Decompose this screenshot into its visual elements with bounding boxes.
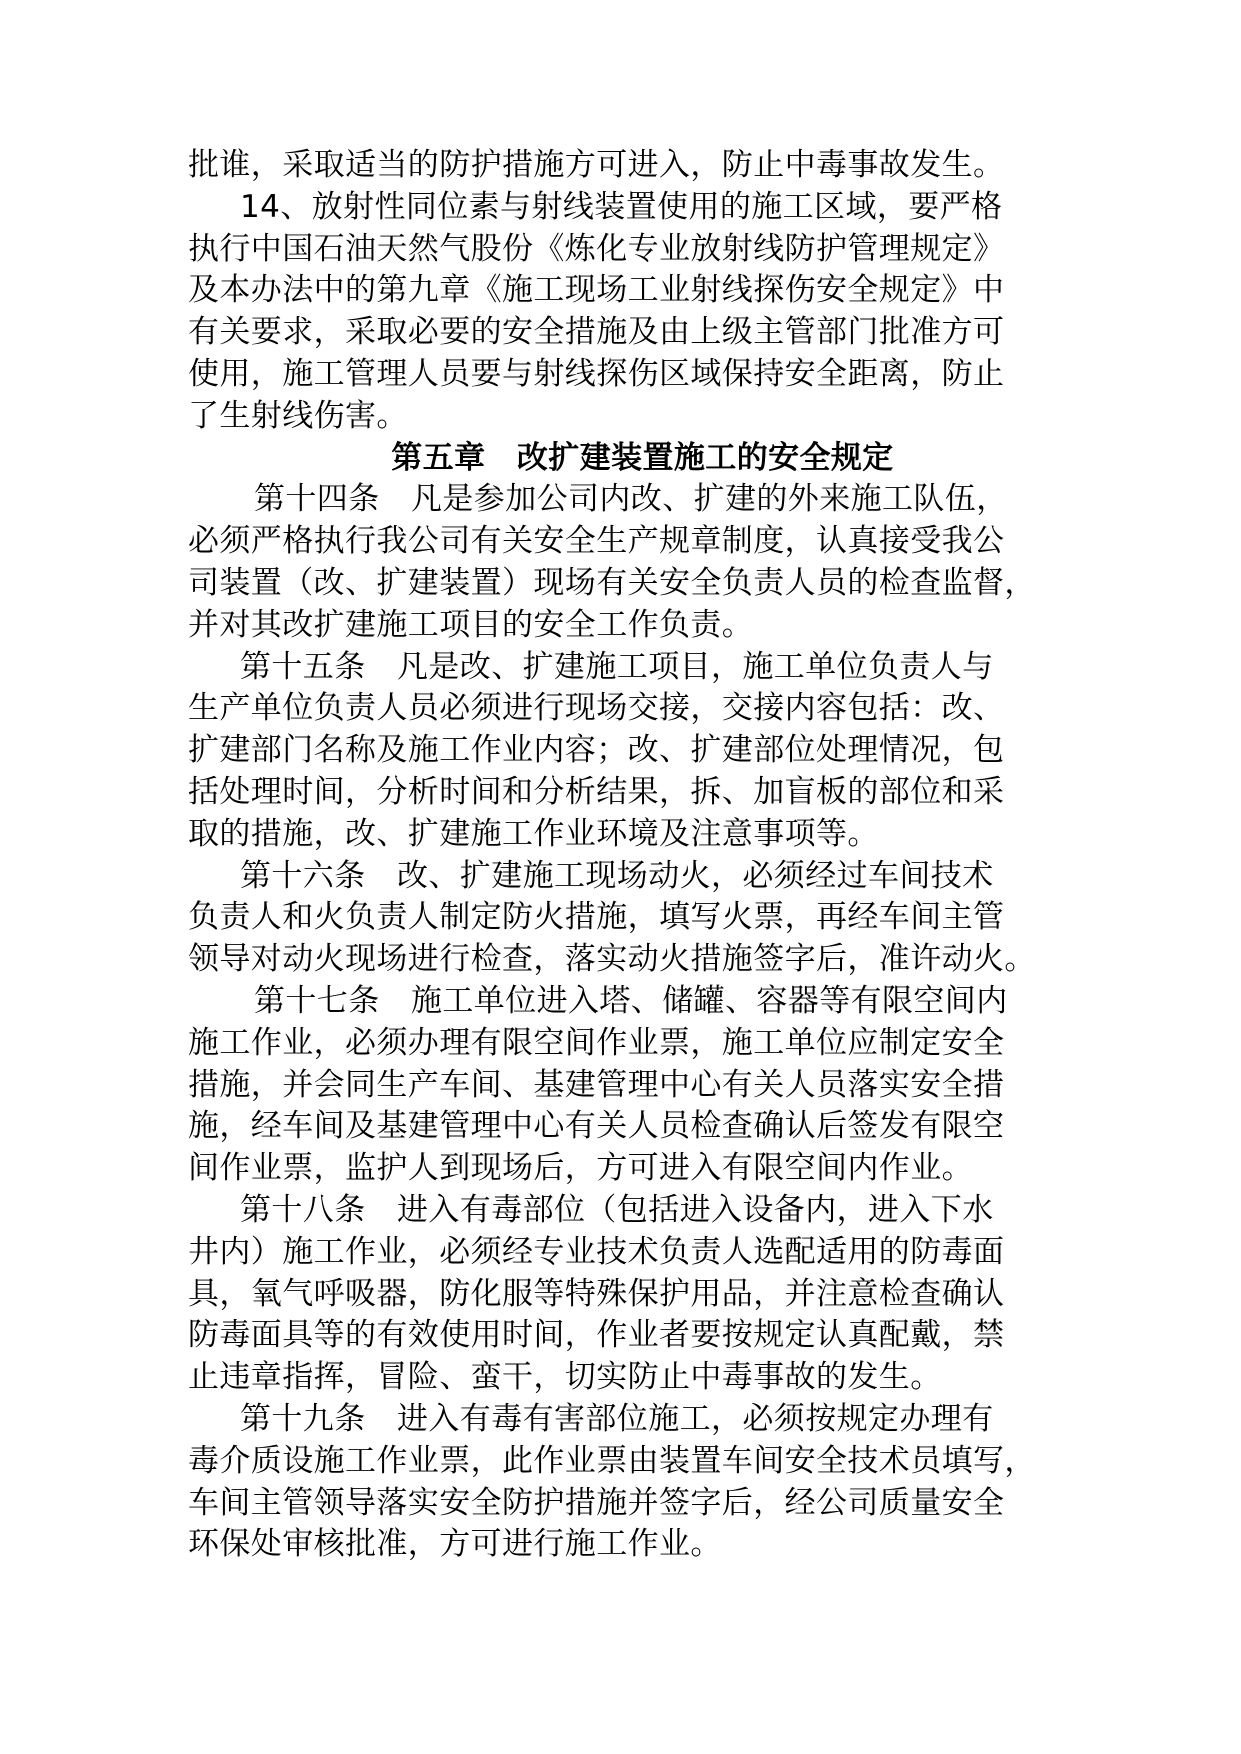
text-line: 第十七条 施工单位进入塔、储罐、容器等有限空间内: [254, 982, 1008, 1019]
text-line: 井内）施工作业，必须经专业技术负责人选配适用的防毒面: [188, 1233, 1005, 1270]
text-line: 施，经车间及基建管理中心有关人员检查确认后签发有限空: [188, 1108, 1005, 1145]
document-page: [188, 145, 1063, 1566]
text-line: 括处理时间，分析时间和分析结果，拆、加盲板的部位和采: [188, 773, 1005, 810]
text-line: 有关要求，采取必要的安全措施及由上级主管部门批准方可: [188, 314, 1005, 351]
text-line: 执行中国石油天然气股份《炼化专业放射线防护管理规定》: [188, 230, 1005, 267]
text-line: 及本办法中的第九章《施工现场工业射线探伤安全规定》中: [188, 272, 1005, 309]
text-line: 止违章指挥，冒险、蛮干，切实防止中毒事故的发生。: [188, 1359, 942, 1396]
text-line: 施工作业，必须办理有限空间作业票，施工单位应制定安全: [188, 1024, 1005, 1061]
text-line: 批谁，采取适当的防护措施方可进入，防止中毒事故发生。: [188, 147, 1005, 183]
text-line: 必须严格执行我公司有关安全生产规章制度，认真接受我公: [188, 523, 1005, 560]
text-line: 领导对动火现场进行检查，落实动火措施签字后，准许动火。: [188, 941, 1036, 978]
text-line: 环保处审核批准，方可进行施工作业。: [188, 1526, 722, 1563]
text-line: 负责人和火负责人制定防火措施，填写火票，再经车间主管: [188, 899, 1005, 936]
text-line: 措施，并会同生产车间、基建管理中心有关人员落实安全措: [188, 1066, 1005, 1103]
chapter-heading: 第五章 改扩建装置施工的安全规定: [391, 439, 894, 476]
text-line: 车间主管领导落实安全防护措施并签字后，经公司质量安全: [188, 1484, 1005, 1521]
text-line: 并对其改扩建施工项目的安全工作负责。: [188, 606, 754, 643]
text-line: 第十九条 进入有毒有害部位施工，必须按规定办理有: [240, 1400, 994, 1437]
text-line: 了生射线伤害。: [188, 397, 408, 434]
text-line: 14、放射性同位素与射线装置使用的施工区域，要严格: [240, 188, 1003, 225]
text-line: 扩建部门名称及施工作业内容；改、扩建部位处理情况，包: [188, 732, 1005, 769]
text-line: 司装置（改、扩建装置）现场有关安全负责人员的检查监督，: [188, 564, 1036, 601]
text-line: 第十五条 凡是改、扩建施工项目，施工单位负责人与: [240, 648, 994, 685]
text-line: 第十四条 凡是参加公司内改、扩建的外来施工队伍，: [254, 481, 1008, 518]
text-line: 生产单位负责人员必须进行现场交接，交接内容包括：改、: [188, 690, 1005, 727]
text-line: 防毒面具等的有效使用时间，作业者要按规定认真配戴，禁: [188, 1317, 1005, 1354]
text-line: 具，氧气呼吸器，防化服等特殊保护用品，并注意检查确认: [188, 1275, 1005, 1312]
text-line: 第十八条 进入有毒部位（包括进入设备内，进入下水: [240, 1191, 994, 1228]
text-line: 间作业票，监护人到现场后，方可进入有限空间内作业。: [188, 1150, 973, 1187]
text-line: 取的措施，改、扩建施工作业环境及注意事项等。: [188, 815, 879, 852]
text-line: 第十六条 改、扩建施工现场动火，必须经过车间技术: [240, 857, 994, 894]
text-line: 使用，施工管理人员要与射线探伤区域保持安全距离，防止: [188, 355, 1005, 392]
text-line: 毒介质设施工作业票，此作业票由装置车间安全技术员填写，: [188, 1442, 1036, 1479]
